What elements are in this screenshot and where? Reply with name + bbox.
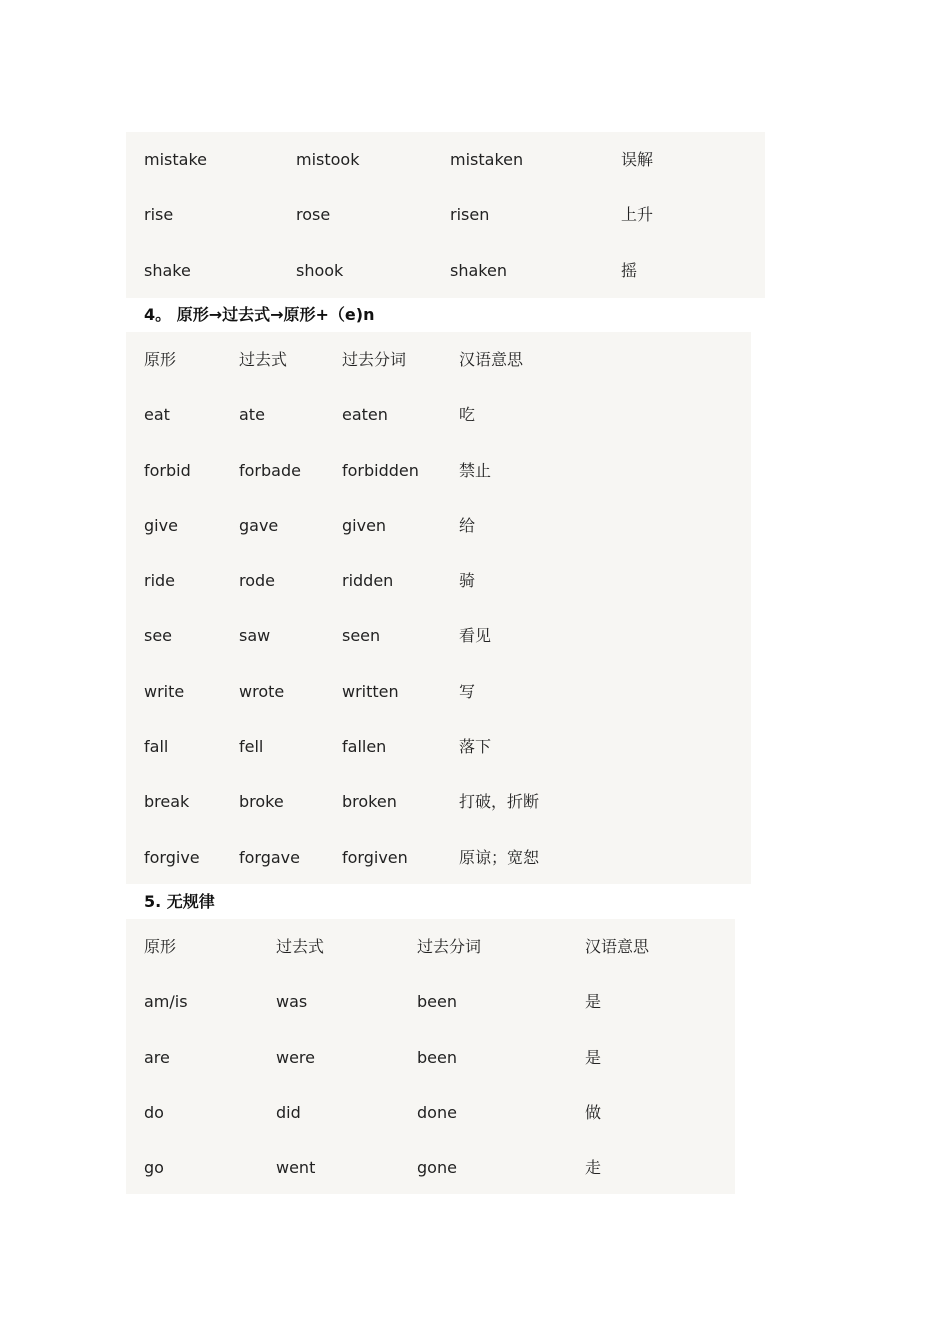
table-row [126, 1030, 735, 1085]
past-tense: was [276, 992, 308, 1012]
past-tense: shook [296, 260, 344, 280]
table-row [126, 498, 751, 553]
past-participle: done [417, 1102, 457, 1122]
chinese-meaning: 落下 [459, 737, 492, 757]
base-form: forgive [144, 847, 200, 867]
base-form: mistake [144, 150, 207, 169]
past-tense: gave [239, 515, 279, 535]
past-participle: shaken [450, 260, 507, 280]
past-tense: rode [239, 571, 276, 591]
past-participle: forbidden [342, 460, 419, 480]
past-tense: mistook [296, 150, 360, 169]
header-base-form: 原形 [144, 937, 177, 956]
table-row [126, 243, 765, 298]
table-strong-verbs-continued [126, 132, 765, 298]
header-past-tense: 过去式 [276, 937, 325, 956]
past-participle: ridden [342, 571, 394, 591]
table-row [126, 187, 765, 242]
base-form: write [144, 681, 185, 701]
chinese-meaning: 写 [459, 681, 476, 701]
past-participle: broken [342, 792, 397, 812]
past-tense: broke [239, 792, 284, 812]
table-header-row [126, 332, 751, 387]
chinese-meaning: 走 [585, 1158, 602, 1178]
past-participle: seen [342, 626, 381, 646]
chinese-meaning: 误解 [621, 150, 654, 169]
header-past-participle: 过去分词 [342, 350, 407, 369]
past-tense: did [276, 1102, 301, 1122]
past-tense: forgave [239, 847, 300, 867]
table-row [126, 830, 751, 885]
base-form: break [144, 792, 190, 812]
past-participle: mistaken [450, 150, 524, 169]
base-form: see [144, 626, 173, 646]
chinese-meaning: 原谅；宽恕 [459, 847, 540, 867]
header-past-participle: 过去分词 [417, 937, 482, 956]
table-header-row [126, 919, 735, 974]
chinese-meaning: 摇 [621, 260, 638, 280]
past-tense: went [276, 1158, 316, 1178]
base-form: fall [144, 737, 169, 757]
past-participle: been [417, 1047, 457, 1067]
chinese-meaning: 骑 [459, 571, 476, 591]
table-row [126, 774, 751, 829]
past-participle: given [342, 515, 387, 535]
table-row [126, 1085, 735, 1140]
table-section-5 [126, 919, 735, 1194]
chinese-meaning: 是 [585, 1047, 602, 1067]
table-row [126, 387, 751, 442]
past-participle: written [342, 681, 399, 701]
table-row [126, 974, 735, 1029]
table-section-4 [126, 332, 751, 884]
base-form: shake [144, 260, 191, 280]
table-row [126, 443, 751, 498]
header-chinese-meaning: 汉语意思 [585, 937, 650, 956]
past-participle: risen [450, 205, 490, 225]
base-form: go [144, 1158, 164, 1178]
past-participle: eaten [342, 405, 388, 425]
chinese-meaning: 看见 [459, 626, 492, 646]
table-row [126, 1140, 735, 1195]
table-row [126, 132, 765, 187]
chinese-meaning: 打破，折断 [459, 792, 540, 812]
past-tense: saw [239, 626, 271, 646]
past-participle: fallen [342, 737, 387, 757]
chinese-meaning: 是 [585, 992, 602, 1012]
table-row [126, 664, 751, 719]
chinese-meaning: 禁止 [459, 460, 492, 480]
past-tense: fell [239, 737, 264, 757]
chinese-meaning: 吃 [459, 405, 476, 425]
base-form: rise [144, 205, 174, 225]
past-participle: been [417, 992, 457, 1012]
past-participle: gone [417, 1158, 457, 1178]
past-tense: rose [296, 205, 331, 225]
table-row [126, 719, 751, 774]
base-form: eat [144, 405, 170, 425]
base-form: ride [144, 571, 176, 591]
base-form: give [144, 515, 178, 535]
table-row [126, 553, 751, 608]
chinese-meaning: 给 [459, 515, 476, 535]
section-4-title: 4。 原形→过去式→原形+（e)n [144, 305, 375, 324]
past-tense: ate [239, 405, 265, 425]
past-participle: forgiven [342, 847, 408, 867]
header-past-tense: 过去式 [239, 350, 288, 369]
chinese-meaning: 上升 [621, 205, 654, 225]
header-base-form: 原形 [144, 350, 177, 369]
header-chinese-meaning: 汉语意思 [459, 350, 524, 369]
section-5-title: 5. 无规律 [144, 892, 215, 911]
chinese-meaning: 做 [585, 1102, 602, 1122]
table-row [126, 608, 751, 663]
base-form: am/is [144, 992, 188, 1012]
past-tense: were [276, 1047, 315, 1067]
base-form: do [144, 1102, 164, 1122]
past-tense: wrote [239, 681, 285, 701]
base-form: are [144, 1047, 170, 1067]
base-form: forbid [144, 460, 191, 480]
past-tense: forbade [239, 460, 301, 480]
